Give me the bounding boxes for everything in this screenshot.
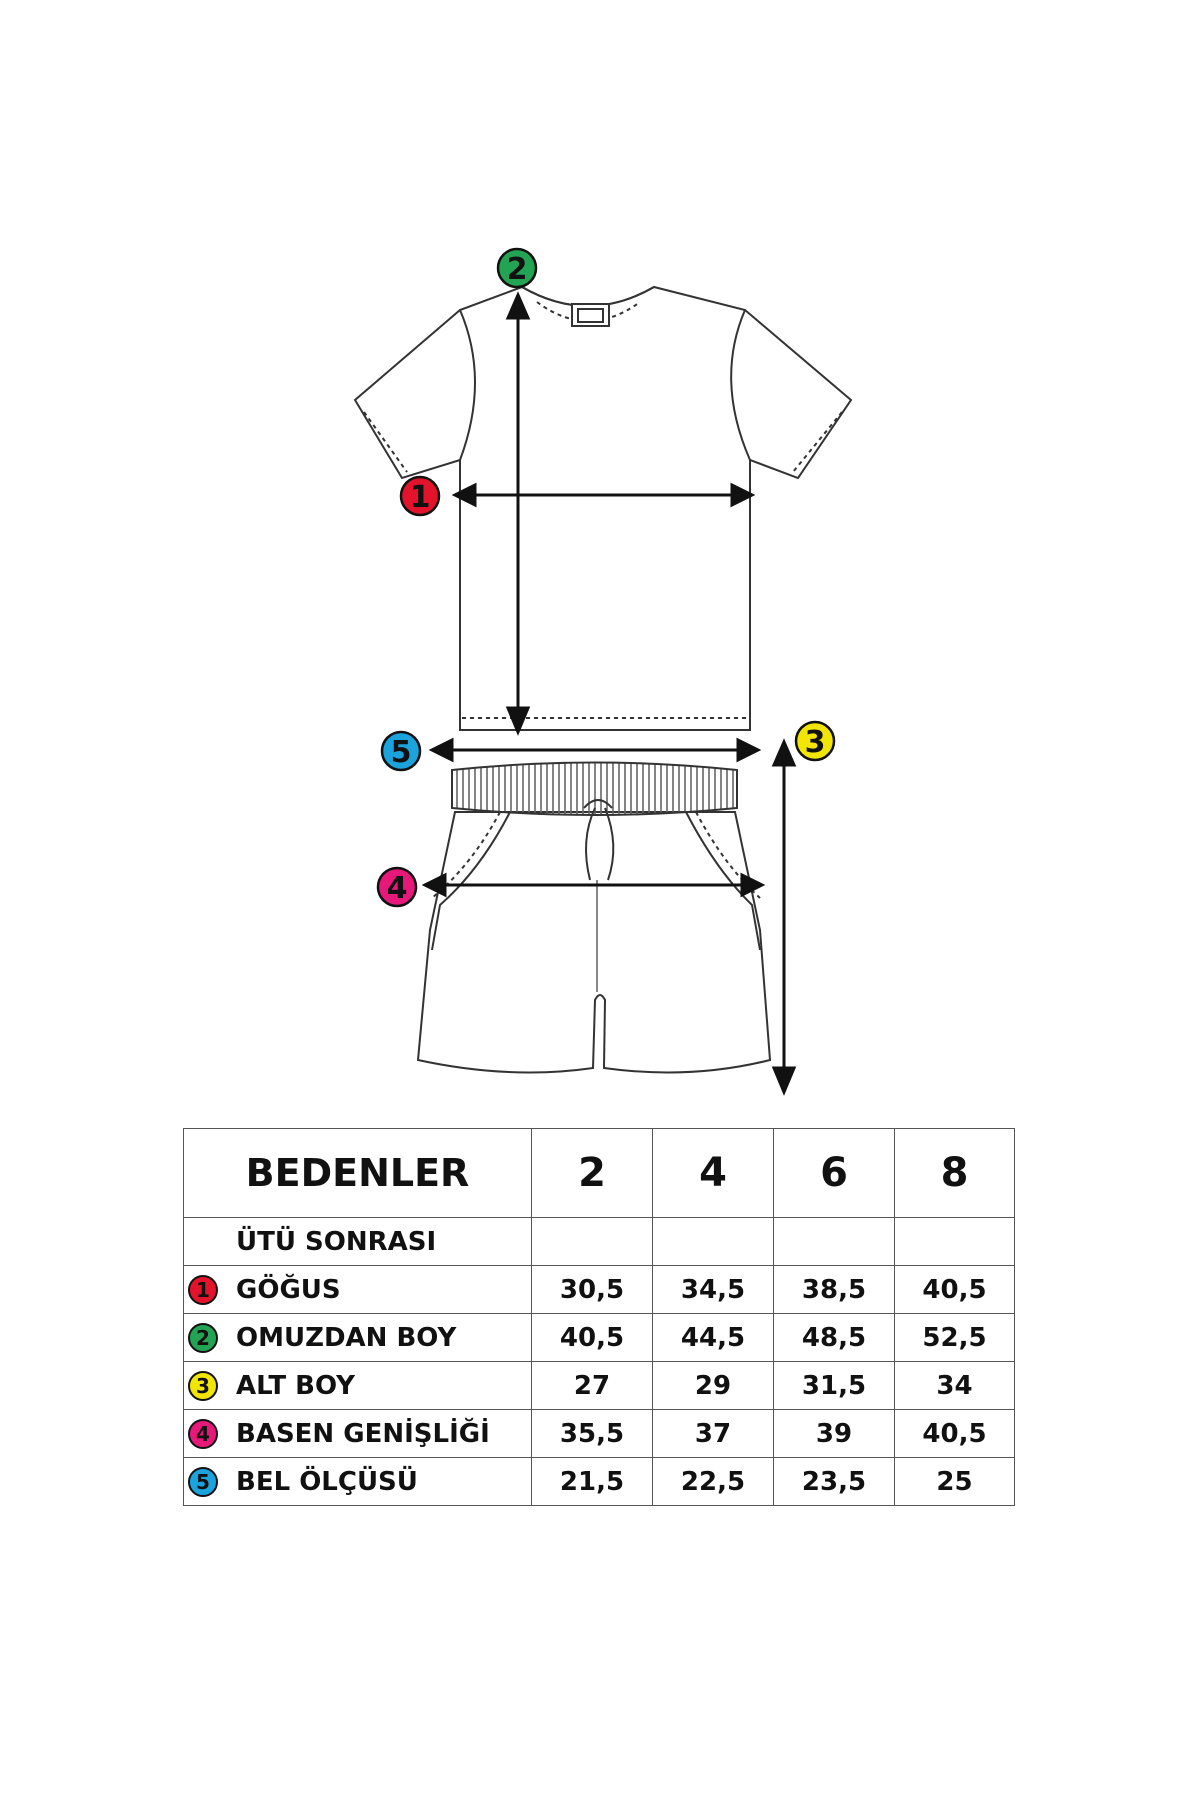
table-cell: 30,5 [532,1266,653,1314]
marker-5-icon [382,732,420,770]
table-cell: 40,5 [532,1314,653,1362]
table-cell: 31,5 [774,1362,895,1410]
marker-3-icon: 3 [188,1371,218,1401]
marker-1-icon: 1 [188,1275,218,1305]
marker-4-icon [378,868,416,906]
svg-text:2: 2 [506,252,528,287]
table-row [184,1314,1015,1362]
note-row [184,1218,1015,1266]
table-header-row [184,1129,1015,1218]
size-header: 4 [653,1129,774,1218]
marker-2-icon: 2 [188,1323,218,1353]
row-label: GÖĞUS [236,1274,341,1305]
shorts-drawing [418,763,770,1073]
row-label: BASEN GENİŞLİĞİ [236,1418,490,1449]
sizes-header: BEDENLER [184,1129,532,1218]
table-row [184,1266,1015,1314]
table-cell: 48,5 [774,1314,895,1362]
table-cell: 44,5 [653,1314,774,1362]
svg-text:3: 3 [804,725,826,760]
size-header: 8 [895,1129,1015,1218]
svg-text:4: 4 [386,871,408,906]
table-cell: 52,5 [895,1314,1015,1362]
svg-text:5: 5 [390,735,412,770]
row-label: OMUZDAN BOY [236,1322,457,1353]
table-cell: 27 [532,1362,653,1410]
table-cell: 37 [653,1410,774,1458]
table-cell: 38,5 [774,1266,895,1314]
table-cell: 21,5 [532,1458,653,1506]
row-label: BEL ÖLÇÜSÜ [236,1466,418,1497]
row-label: ALT BOY [236,1370,355,1401]
table-row [184,1362,1015,1410]
table-cell: 40,5 [895,1266,1015,1314]
marker-1-icon [401,477,439,515]
table-cell: 25 [895,1458,1015,1506]
svg-text:1: 1 [409,480,431,515]
table-cell: 22,5 [653,1458,774,1506]
marker-2-icon [498,249,536,287]
marker-5-icon: 5 [188,1467,218,1497]
table-cell: 34 [895,1362,1015,1410]
table-cell: 35,5 [532,1410,653,1458]
table-cell: 23,5 [774,1458,895,1506]
table-cell: 40,5 [895,1410,1015,1458]
size-header: 2 [532,1129,653,1218]
table-cell: 39 [774,1410,895,1458]
table-row [184,1458,1015,1506]
table-cell: 34,5 [653,1266,774,1314]
note-label: ÜTÜ SONRASI [236,1226,437,1257]
marker-4-icon: 4 [188,1419,218,1449]
size-table [183,1128,1015,1506]
marker-3-icon [796,722,834,760]
table-cell: 29 [653,1362,774,1410]
table-row [184,1410,1015,1458]
size-header: 6 [774,1129,895,1218]
